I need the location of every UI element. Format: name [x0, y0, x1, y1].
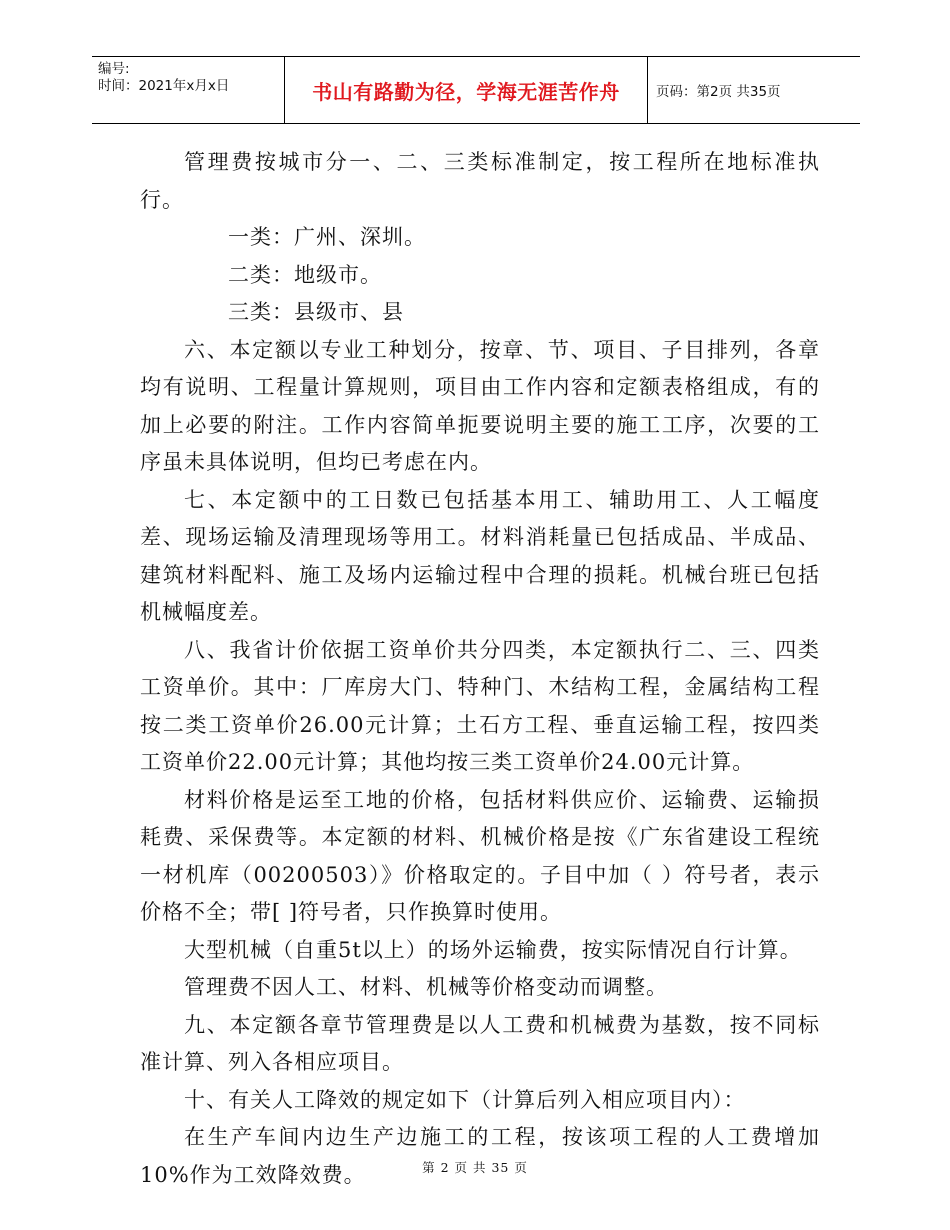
- paragraph: 在生产车间内边生产边施工的工程，按该项工程的人工费增加10%作为工效降效费。: [140, 1125, 820, 1187]
- paragraph: 材料价格是运至工地的价格，包括材料供应价、运输费、运输损耗费、采保费等。本定额的材料、机械价格是按《广东省建设工程统一材机库（00200503）》价格取定的。子目中加（ ）符号者，表示价格不全；带[ ]符号者，只作换算时使用。: [140, 787, 820, 924]
- document-body: [140, 144, 820, 1194]
- paragraph: 九、本定额各章节管理费是以人工费和机械费为基数，按不同标准计算、列入各相应项目。: [140, 1012, 820, 1074]
- header-meta: [92, 57, 284, 123]
- page-footer: 第 2 页 共 35 页: [422, 1160, 528, 1175]
- page-header: [92, 56, 860, 124]
- paragraph: 六、本定额以专业工种划分，按章、节、项目、子目排列，各章均有说明、工程量计算规则，项目由工作内容和定额表格组成，有的加上必要的附注。工作内容简单扼要说明主要的施工工序，次要的工序虽未具体说明，但均已考虑在内。: [140, 337, 820, 474]
- paragraph: 七、本定额中的工日数已包括基本用工、辅助用工、人工幅度差、现场运输及清理现场等用工。材料消耗量已包括成品、半成品、建筑材料配料、施工及场内运输过程中合理的损耗。机械台班已包括机械幅度差。: [140, 487, 820, 624]
- header-motto: 书山有路勤为径，学海无涯苦作舟: [284, 57, 648, 123]
- paragraph: 大型机械（自重5t以上）的场外运输费，按实际情况自行计算。: [184, 937, 802, 962]
- header-page-info: 页码：第2页 共35页: [656, 84, 781, 100]
- paragraph: 管理费按城市分一、二、三类标准制定，按工程所在地标准执行。: [140, 150, 820, 212]
- paragraph: 管理费不因人工、材料、机械等价格变动而调整。: [184, 975, 668, 999]
- paragraph: 十、有关人工降效的规定如下（计算后列入相应项目内）：: [184, 1087, 746, 1112]
- document-number-label: 编号:: [98, 61, 130, 77]
- paragraph: 三类：县级市、县: [228, 300, 404, 324]
- document-time: 时间：2021年x月x日: [98, 78, 230, 94]
- paragraph: 一类：广州、深圳。: [228, 225, 426, 249]
- paragraph: 二类：地级市。: [228, 262, 382, 287]
- paragraph: 八、我省计价依据工资单价共分四类，本定额执行二、三、四类工资单价。其中：厂库房大门、特种门、木结构工程，金属结构工程按二类工资单价26.00元计算；土石方工程、垂直运输工程，按四类工资单价22.00元计算；其他均按三类工资单价24.00元计算。: [140, 637, 820, 774]
